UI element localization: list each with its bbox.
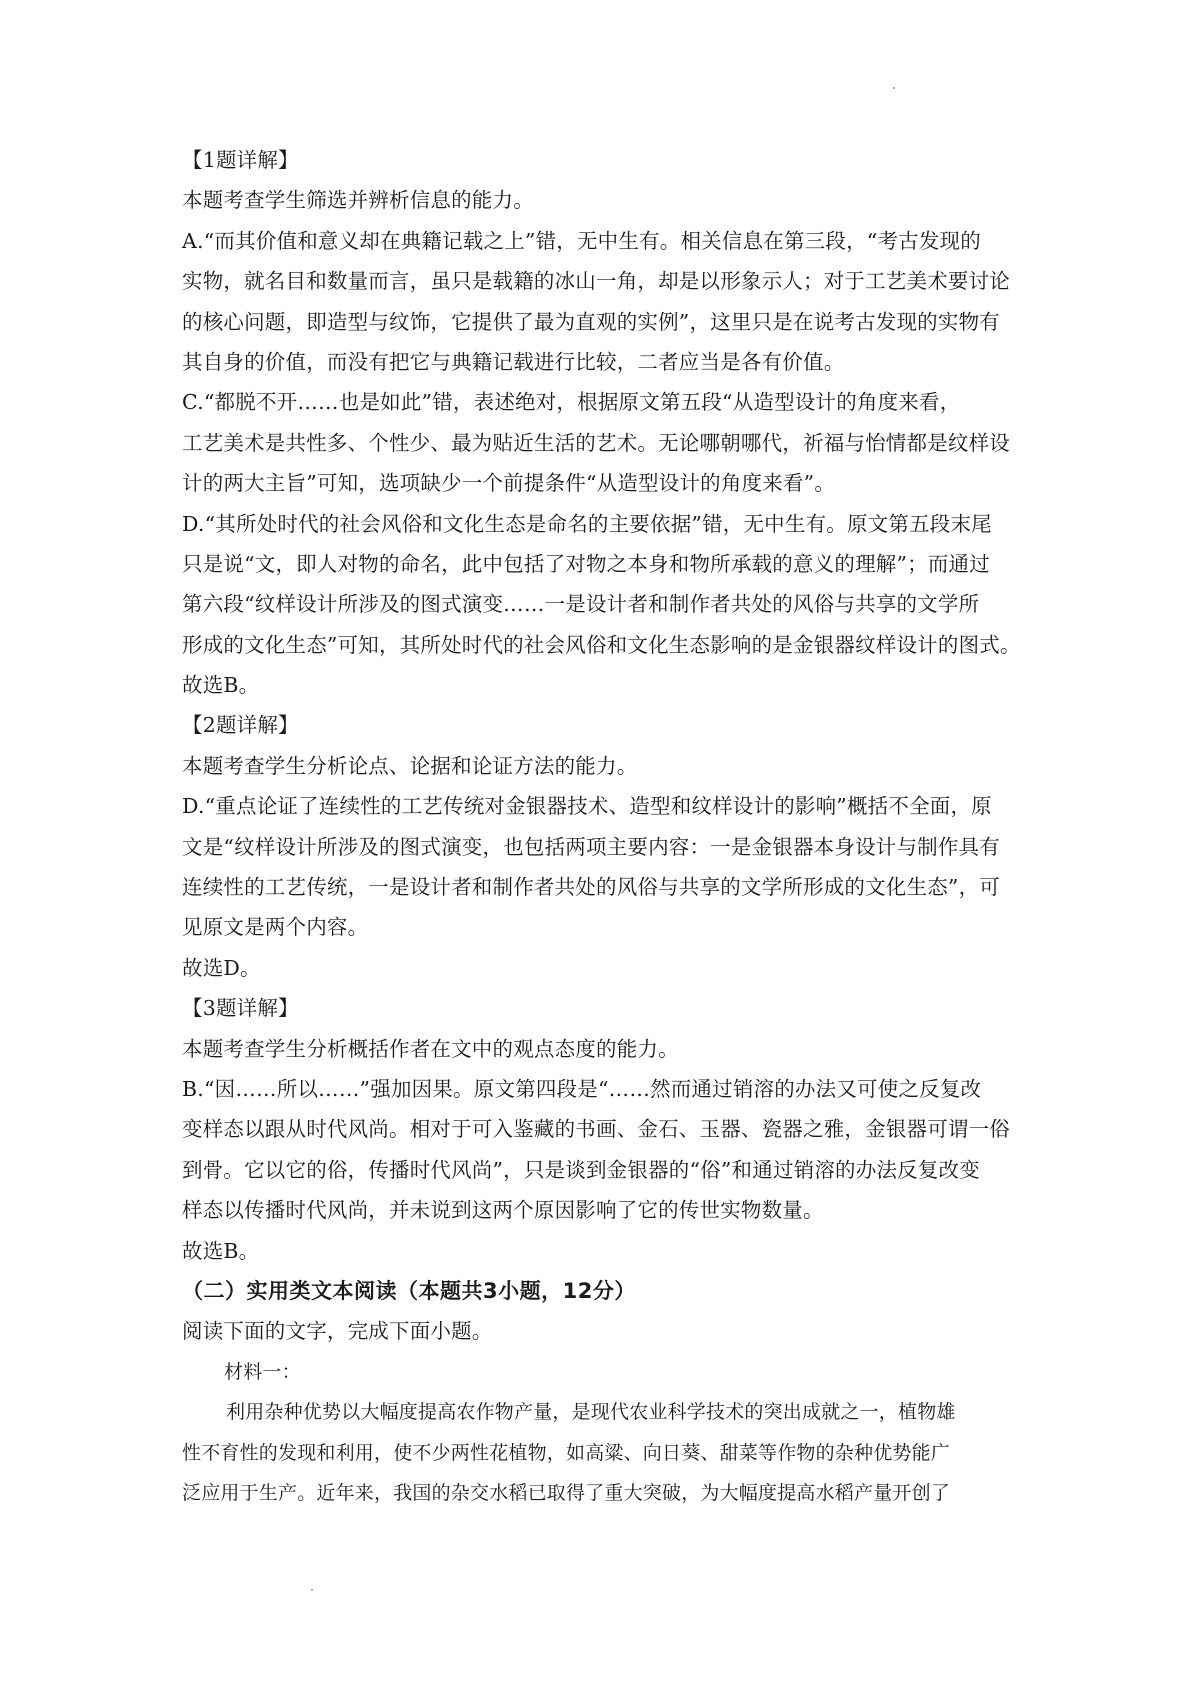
heading-q1: 【1题详解】 [182,148,299,172]
text-line: C.“都脱不开……也是如此”错，表述绝对，根据原文第五段“从造型设计的角度来看， [182,390,961,415]
text-line: 见原文是两个内容。 [182,915,369,940]
answer-line: 故选B。 [182,673,260,698]
scan-speck-bottom [311,1589,313,1591]
text-line: 只是说“文，即人对物的命名，此中包括了对物之本身和物所承载的意义的理解”；而通过 [182,551,990,576]
heading-q2: 【2题详解】 [182,713,299,738]
text-line: 本题考查学生分析概括作者在文中的观点态度的能力。 [182,1036,679,1061]
instruction-text: 阅读下面的文字，完成下面小题。 [182,1319,493,1344]
answer-explanations [182,140,1042,1271]
answer-line: 故选B。 [182,1238,260,1263]
text-line: A.“而其价值和意义却在典籍记载之上”错，无中生有。相关信息在第三段，“考古发现的 [182,228,981,253]
material-line: 利用杂种优势以大幅度提高农作物产量，是现代农业科学技术的突出成就之一，植物雄 [226,1401,956,1424]
text-line: 本题考查学生分析论点、论据和论证方法的能力。 [182,753,638,778]
text-line: 样态以传播时代风尚，并未说到这两个原因影响了它的传世实物数量。 [182,1198,824,1223]
text-line: B.“因……所以……”强加因果。原文第四段是“……然而通过销溶的办法又可使之反复改 [182,1076,982,1101]
text-line: 本题考查学生筛选并辨析信息的能力。 [182,188,534,213]
text-line: 计的两大主旨”可知，选项缺少一个前提条件“从造型设计的角度来看”。 [182,471,836,496]
material-label: 材料一： [224,1360,301,1383]
section-heading: （二）实用类文本阅读（本题共3小题，12分） [182,1278,636,1303]
document-page [182,140,1042,1513]
text-line: 其自身的价值，而没有把它与典籍记载进行比较，二者应当是各有价值。 [182,349,845,374]
answer-line: 故选D。 [182,955,261,980]
text-line: 形成的文化生态”可知，其所处时代的社会风俗和文化生态影响的是金银器纹样设计的图式。 [182,632,1021,657]
material-passage [182,1392,1042,1513]
scan-speck-top [893,87,895,89]
text-line: D.“其所处时代的社会风俗和文化生态是命名的主要依据”错，无中生有。原文第五段末尾 [182,511,992,536]
text-line: D.“重点论证了连续性的工艺传统对金银器技术、造型和纹样设计的影响”概括不全面，原 [182,794,992,819]
material-line: 性不育性的发现和利用，使不少两性花植物，如高粱、向日葵、甜菜等作物的杂种优势能广 [182,1441,951,1464]
material-line: 泛应用于生产。近年来，我国的杂交水稻已取得了重大突破，为大幅度提高水稻产量开创了 [182,1481,951,1504]
text-line: 连续性的工艺传统，一是设计者和制作者共处的风俗与共享的文学所形成的文化生态”，可 [182,875,1000,900]
text-line: 实物，就名目和数量而言，虽只是载籍的冰山一角，却是以形象示人；对于工艺美术要讨论 [182,269,1010,294]
text-line: 文是“纹样设计所涉及的图式演变，也包括两项主要内容：一是金银器本身设计与制作具有 [182,834,1000,859]
text-line: 工艺美术是共性多、个性少、最为贴近生活的艺术。无论哪朝哪代，祈福与怡情都是纹样设 [182,430,1010,455]
heading-q3: 【3题详解】 [182,996,299,1021]
text-line: 的核心问题，即造型与纹饰，它提供了最为直观的实例”，这里只是在说考古发现的实物有 [182,309,1000,334]
text-line: 到骨。它以它的俗，传播时代风尚”，只是谈到金银器的“俗”和通过销溶的办法反复改变 [182,1157,980,1182]
text-line: 变样态以跟从时代风尚。相对于可入鉴藏的书画、金石、玉器、瓷器之雅，金银器可谓一俗 [182,1117,1010,1142]
text-line: 第六段“纹样设计所涉及的图式演变……一是设计者和制作者共处的风俗与共享的文学所 [182,592,980,617]
